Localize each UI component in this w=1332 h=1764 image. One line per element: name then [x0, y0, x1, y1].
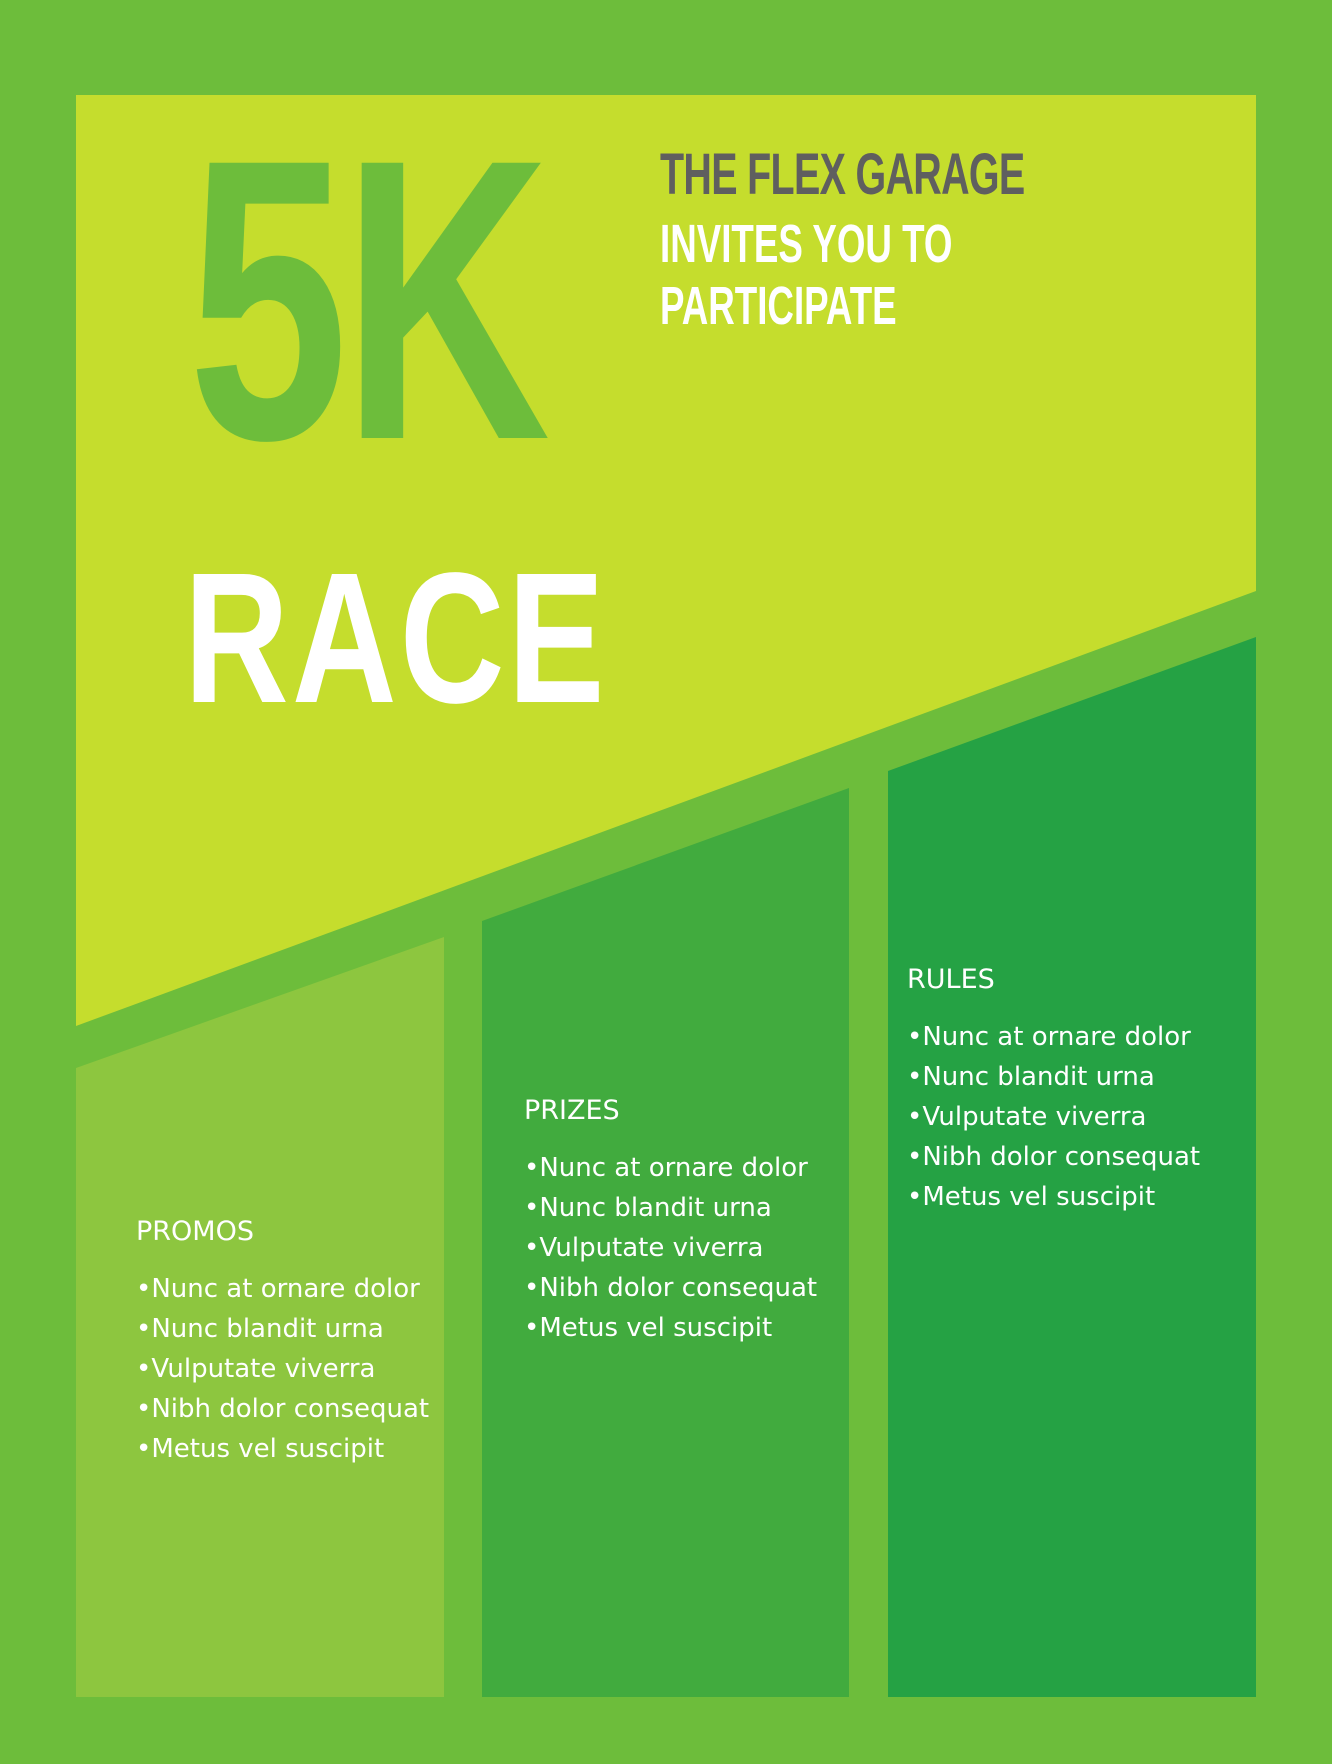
- list-item: •Nunc at ornare dolor: [907, 1022, 1191, 1052]
- prizes-section: [524, 1097, 854, 1348]
- list-item: •Nunc blandit urna: [136, 1314, 384, 1344]
- list-item: •Nunc blandit urna: [907, 1062, 1155, 1092]
- list-item: •Nunc blandit urna: [524, 1193, 772, 1223]
- list-item: •Vulputate viverra: [907, 1102, 1147, 1132]
- list-item: •Nibh dolor consequat: [907, 1142, 1201, 1172]
- rules-list: [907, 1017, 1237, 1217]
- invite-line-1: INVITES YOU TO: [660, 214, 953, 274]
- invitation-block: [660, 142, 1025, 336]
- rules-section: [907, 966, 1237, 1217]
- list-item: •Vulputate viverra: [524, 1233, 764, 1263]
- list-item: •Nibh dolor consequat: [524, 1273, 818, 1303]
- promos-title: PROMOS: [136, 1216, 254, 1247]
- list-item: •Metus vel suscipit: [524, 1313, 773, 1343]
- promos-list: [136, 1269, 466, 1469]
- prizes-list: [524, 1148, 854, 1348]
- prizes-title: PRIZES: [524, 1095, 620, 1126]
- list-item: •Nunc at ornare dolor: [524, 1153, 808, 1183]
- list-item: •Metus vel suscipit: [907, 1182, 1156, 1212]
- invite-line-2: PARTICIPATE: [660, 276, 897, 336]
- list-item: •Metus vel suscipit: [136, 1434, 385, 1464]
- list-item: •Nunc at ornare dolor: [136, 1274, 420, 1304]
- headline-race: RACE: [184, 535, 608, 742]
- promos-section: [136, 1218, 466, 1469]
- rules-title: RULES: [907, 964, 995, 995]
- host-name: THE FLEX GARAGE: [660, 142, 1025, 207]
- headline-5k: 5K: [188, 76, 545, 523]
- list-item: •Nibh dolor consequat: [136, 1394, 430, 1424]
- list-item: •Vulputate viverra: [136, 1354, 376, 1384]
